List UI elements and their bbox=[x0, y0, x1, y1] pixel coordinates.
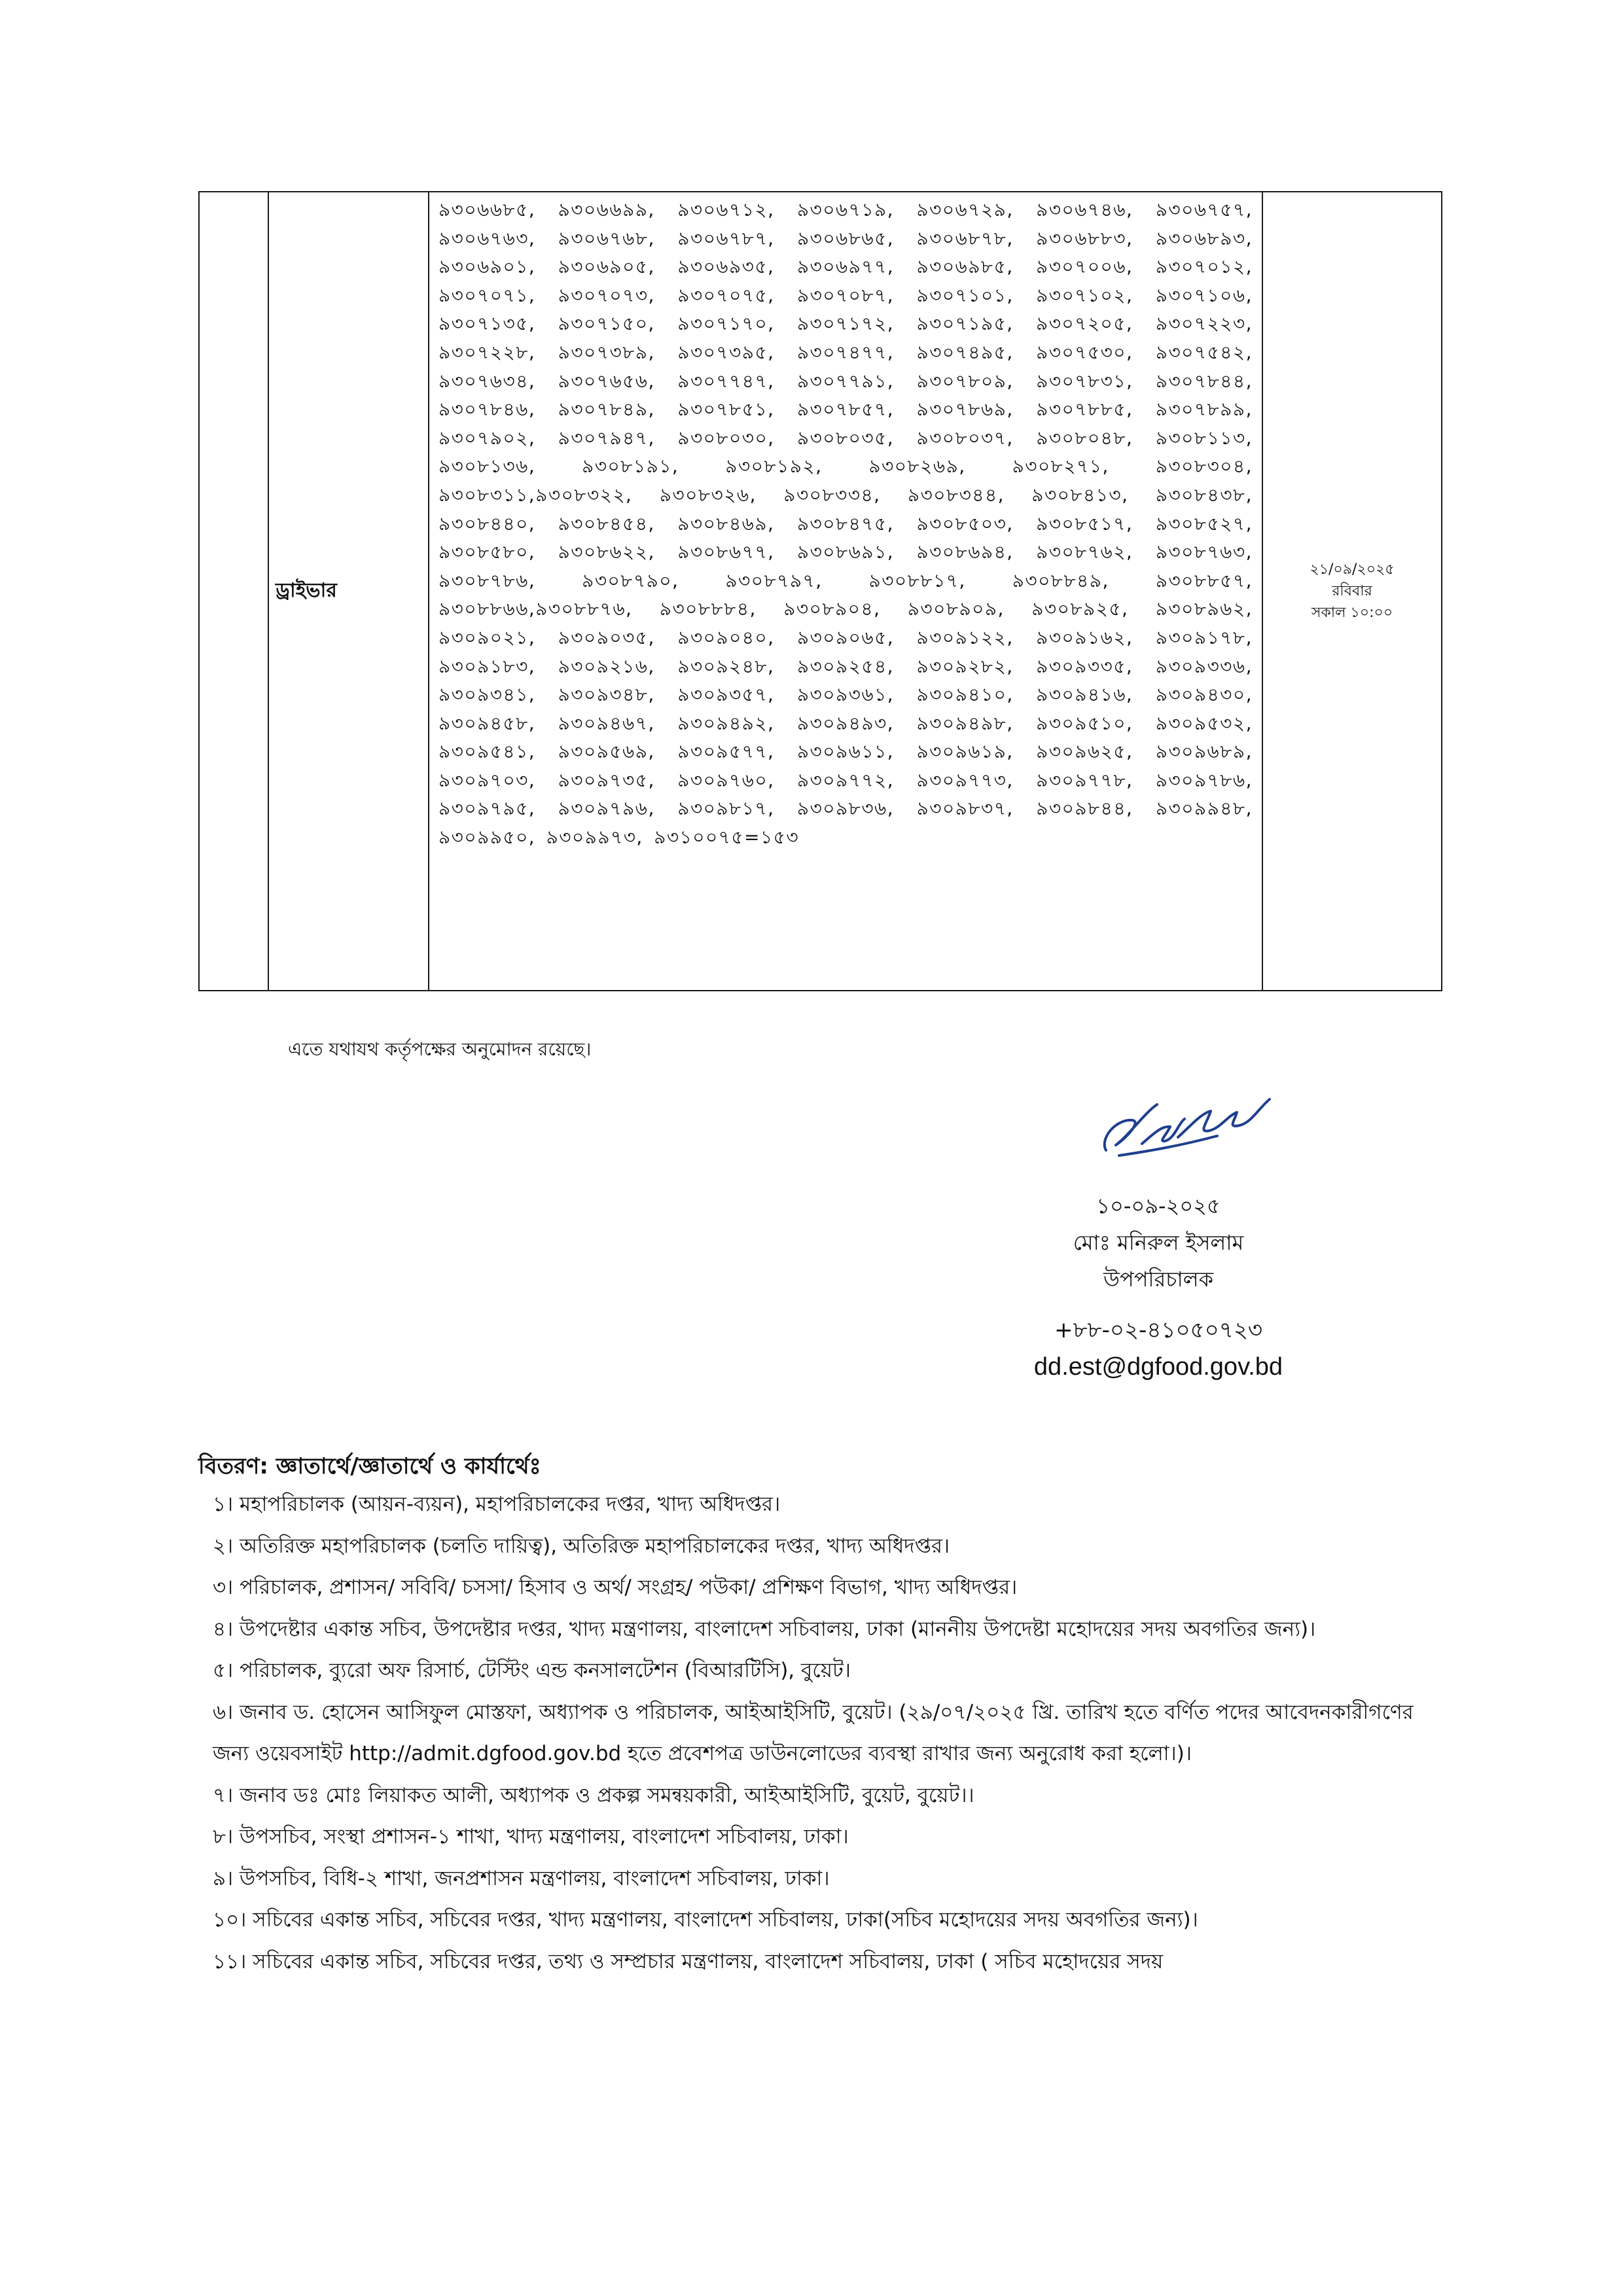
signatory-email: dd.est@dgfood.gov.bd bbox=[1033, 1353, 1283, 1381]
exam-day: রবিবার bbox=[1332, 583, 1372, 599]
exam-time: সকাল ১০:০০ bbox=[1311, 605, 1393, 621]
post-name-cell: ড্রাইভার bbox=[268, 192, 429, 991]
signature-date: ১০-০৯-২০২৫ bbox=[1096, 1193, 1221, 1218]
list-item: ১১। সচিবের একান্ত সচিব, সচিবের দপ্তর, তথ্য ও সম্প্রচার মন্ত্রণালয়, বাংলাদেশ সচিবালয়, ঢাকা ( সচিব মহোদয়ের সদয় bbox=[213, 1949, 1164, 1973]
list-item: ৮। উপসচিব, সংস্থা প্রশাসন-১ শাখা, খাদ্য মন্ত্রণালয়, বাংলাদেশ সচিবালয়, ঢাকা। bbox=[213, 1825, 849, 1848]
table-row bbox=[199, 192, 1442, 991]
approval-note: এতে যথাযথ কর্তৃপক্ষের অনুমোদন রয়েছে। bbox=[288, 1038, 592, 1060]
list-item: ৬। জনাব ড. হোসেন আসিফুল মোস্তফা, অধ্যাপক ও পরিচালক, আইআইসিটি, বুয়েট। (২৯/০৭/২০২৫ খ্রি. তারিখ হতে বর্ণিত পদের আবেদনকারীগণের জন্য ওয়েবসাইট http://admit.dgfood.gov.bd হতে প্রবেশপত্র ডাউনলোডের ব্যবস্থা রাখার জন্য অনুরোধ করা হলো।)। bbox=[213, 1700, 1414, 1765]
results-table bbox=[198, 191, 1442, 991]
roll-numbers-cell bbox=[429, 192, 1262, 991]
distribution-title: বিতরণ: জ্ঞাতার্থে/জ্ঞাতার্থে ও কার্যার্থেঃ bbox=[198, 1453, 541, 1479]
signatory-phone: +৮৮-০২-৪১০৫০৭২৩ bbox=[1054, 1317, 1263, 1343]
signatory-name: মোঃ মনিরুল ইসলাম bbox=[1073, 1230, 1244, 1255]
distribution-list bbox=[198, 1484, 1430, 1983]
signatory-designation: উপপরিচালক bbox=[1103, 1267, 1213, 1292]
signature-image bbox=[1080, 1073, 1276, 1171]
exam-date: ২১/০৯/২০২৫ bbox=[1310, 561, 1395, 578]
serial-cell bbox=[199, 192, 268, 991]
list-item: ৭। জনাব ডঃ মোঃ লিয়াকত আলী, অধ্যাপক ও প্রকল্প সমন্বয়কারী, আইআইসিটি, বুয়েট, বুয়েট।। bbox=[213, 1783, 974, 1807]
list-item: ২। অতিরিক্ত মহাপরিচালক (চলতি দায়িত্ব), অতিরিক্ত মহাপরিচালকের দপ্তর, খাদ্য অধিদপ্তর। bbox=[213, 1534, 950, 1558]
signatory-block bbox=[1021, 1188, 1296, 1385]
list-item: ১। মহাপরিচালক (আয়ন-ব্যয়ন), মহাপরিচালকের দপ্তর, খাদ্য অধিদপ্তর। bbox=[213, 1492, 781, 1516]
list-item: ৩। পরিচালক, প্রশাসন/ সবিবি/ চসসা/ হিসাব ও অর্থ/ সংগ্রহ/ পউকা/ প্রশিক্ষণ বিভাগ, খাদ্য অধিদপ্তর। bbox=[213, 1576, 1018, 1599]
roll-numbers-list: ৯৩০৬৬৮৫, ৯৩০৬৬৯৯, ৯৩০৬৭১২, ৯৩০৬৭১৯, ৯৩০৬৭২৯, ৯৩০৬৭৪৬, ৯৩০৬৭৫৭, ৯৩০৬৭৬৩, ৯৩০৬৭৬৮, ৯৩০৬৭৮৭, ৯৩০৬৮৬৫, ৯৩০৬৮৭৮, ৯৩০৬৮৮৩, ৯৩০৬৮৯৩, ৯৩০৬৯০১, ৯৩০৬৯০৫, ৯৩০৬৯৩৫, ৯৩০৬৯৭৭, ৯৩০৬৯৮৫, ৯৩০৭০০৬, ৯৩০৭০১২, ৯৩০৭০৭১, ৯৩০৭০৭৩, ৯৩০৭০৭৫, ৯৩০৭০৮৭, ৯৩০৭১০১, ৯৩০৭১০২, ৯৩০৭১০৬, ৯৩০৭১৩৫, ৯৩০৭১৫০, ৯৩০৭১৭০, ৯৩০৭১৭২, ৯৩০৭১৯৫, ৯৩০৭২০৫, ৯৩০৭২২৩, ৯৩০৭২২৮, ৯৩০৭৩৮৯, ৯৩০৭৩৯৫, ৯৩০৭৪৭৭, ৯৩০৭৪৯৫, ৯৩০৭৫৩০, ৯৩০৭৫৪২, ৯৩০৭৬৩৪, ৯৩০৭৬৫৬, ৯৩০৭৭৪৭, ৯৩০৭৭৯১, ৯৩০৭৮০৯, ৯৩০৭৮৩১, ৯৩০৭৮৪৪, ৯৩০৭৮৪৬, ৯৩০৭৮৪৯, ৯৩০৭৮৫১, ৯৩০৭৮৫৭, ৯৩০৭৮৬৯, ৯৩০৭৮৮৫, ৯৩০৭৮৯৯, ৯৩০৭৯০২, ৯৩০৭৯৪৭, ৯৩০৮০৩০, ৯৩০৮০৩৫, ৯৩০৮০৩৭, ৯৩০৮০৪৮, ৯৩০৮১১৩, ৯৩০৮১৩৬, ৯৩০৮১৯১, ৯৩০৮১৯২, ৯৩০৮২৬৯, ৯৩০৮২৭১, ৯৩০৮৩০৪, ৯৩০৮৩১১,৯৩০৮৩২২, ৯৩০৮৩২৬, ৯৩০৮৩৩৪, ৯৩০৮৩৪৪, ৯৩০৮৪১৩, ৯৩০৮৪৩৮, ৯৩০৮৪৪০, ৯৩০৮৪৫৪, ৯৩০৮৪৬৯, ৯৩০৮৪৭৫, ৯৩০৮৫০৩, ৯৩০৮৫১৭, ৯৩০৮৫২৭, ৯৩০৮৫৮০, ৯৩০৮৬২২, ৯৩০৮৬৭৭, ৯৩০৮৬৯১, ৯৩০৮৬৯৪, ৯৩০৮৭৬২, ৯৩০৮৭৬৩, ৯৩০৮৭৮৬, ৯৩০৮৭৯০, ৯৩০৮৭৯৭, ৯৩০৮৮১৭, ৯৩০৮৮৪৯, ৯৩০৮৮৫৭, ৯৩০৮৮৬৬,৯৩০৮৮৭৬, ৯৩০৮৮৮৪, ৯৩০৮৯০৪, ৯৩০৮৯০৯, ৯৩০৮৯২৫, ৯৩০৮৯৬২, ৯৩০৯০২১, ৯৩০৯০৩৫, ৯৩০৯০৪০, ৯৩০৯০৬৫, ৯৩০৯১২২, ৯৩০৯১৬২, ৯৩০৯১৭৮, ৯৩০৯১৮৩, ৯৩০৯২১৬, ৯৩০৯২৪৮, ৯৩০৯২৫৪, ৯৩০৯২৮২, ৯৩০৯৩৩৫, ৯৩০৯৩৩৬, ৯৩০৯৩৪১, ৯৩০৯৩৪৮, ৯৩০৯৩৫৭, ৯৩০৯৩৬১, ৯৩০৯৪১০, ৯৩০৯৪১৬, ৯৩০৯৪৩০, ৯৩০৯৪৫৮, ৯৩০৯৪৬৭, ৯৩০৯৪৯২, ৯৩০৯৪৯৩, ৯৩০৯৪৯৮, ৯৩০৯৫১০, ৯৩০৯৫৩২, ৯৩০৯৫৪১, ৯৩০৯৫৬৯, ৯৩০৯৫৭৭, ৯৩০৯৬১১, ৯৩০৯৬১৯, ৯৩০৯৬২৫, ৯৩০৯৬৮৯, ৯৩০৯৭০৩, ৯৩০৯৭৩৫, ৯৩০৯৭৬০, ৯৩০৯৭৭২, ৯৩০৯৭৭৩, ৯৩০৯৭৭৮, ৯৩০৯৭৮৬, ৯৩০৯৭৯৫, ৯৩০৯৭৯৬, ৯৩০৯৮১৭, ৯৩০৯৮৩৬, ৯৩০৯৮৩৭, ৯৩০৯৮৪৪, ৯৩০৯৯৪৮, ৯৩০৯৯৫০, ৯৩০৯৯৭৩, ৯৩১০০৭৫=১৫৩ bbox=[438, 199, 1253, 849]
list-item: ৯। উপসচিব, বিধি-২ শাখা, জনপ্রশাসন মন্ত্রণালয়, বাংলাদেশ সচিবালয়, ঢাকা। bbox=[213, 1866, 830, 1890]
list-item: ৪। উপদেষ্টার একান্ত সচিব, উপদেষ্টার দপ্তর, খাদ্য মন্ত্রণালয়, বাংলাদেশ সচিবালয়, ঢাকা (মাননীয় উপদেষ্টা মহোদয়ের সদয় অবগতির জন্য)। bbox=[213, 1617, 1316, 1641]
list-item: ৫। পরিচালক, ব্যুরো অফ রিসার্চ, টেস্টিং এন্ড কনসালটেশন (বিআরটিসি), বুয়েট। bbox=[213, 1659, 851, 1682]
exam-schedule-cell bbox=[1262, 192, 1442, 991]
list-item: ১০। সচিবের একান্ত সচিব, সচিবের দপ্তর, খাদ্য মন্ত্রণালয়, বাংলাদেশ সচিবালয়, ঢাকা(সচিব মহোদয়ের সদয় অবগতির জন্য)। bbox=[213, 1908, 1198, 1932]
